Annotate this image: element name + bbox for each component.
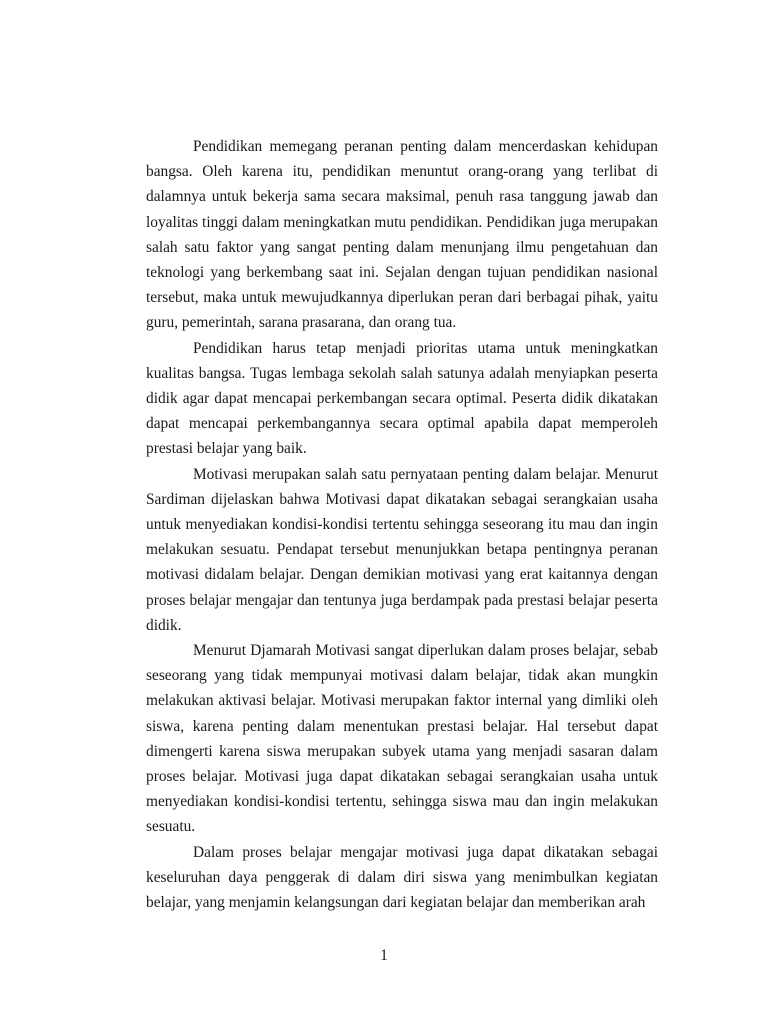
paragraph-1: Pendidikan memegang peranan penting dalam mencerdaskan kehidupan bangsa. Oleh karena itu, pendidikan menuntut orang-orang yang terlibat di dalamnya untuk bekerja sama secara maksimal, penuh rasa tanggung jawab dan loyalitas tinggi dalam meningkatkan mutu pendidikan. Pendidikan juga merupakan salah satu faktor yang sangat penting dalam menunjang ilmu pengetahuan dan teknologi yang berkembang saat ini. Sejalan dengan tujuan pendidikan nasional tersebut, maka untuk mewujudkannya diperlukan peran dari berbagai pihak, yaitu guru, pemerintah, sarana prasarana, dan orang tua. (146, 138, 658, 332)
paragraph-3: Motivasi merupakan salah satu pernyataan penting dalam belajar. Menurut Sardiman dijelaskan bahwa Motivasi dapat dikatakan sebagai serangkaian usaha untuk menyediakan kondisi-kondisi tertentu sehingga seseorang itu mau dan ingin melakukan sesuatu. Pendapat tersebut menunjukkan betapa pentingnya peranan motivasi didalam belajar. Dengan demikian motivasi yang erat kaitannya dengan proses belajar mengajar dan tentunya juga berdampak pada prestasi belajar peserta didik. (146, 465, 658, 634)
body-text (146, 134, 658, 915)
paragraph-5: Dalam proses belajar mengajar motivasi juga dapat dikatakan sebagai keseluruhan daya penggerak di dalam diri siswa yang menimbulkan kegiatan belajar, yang menjamin kelangsungan dari kegiatan belajar dan memberikan arah (146, 843, 658, 912)
page-number: 1 (380, 947, 388, 964)
paragraph-2: Pendidikan harus tetap menjadi prioritas utama untuk meningkatkan kualitas bangsa. Tugas lembaga sekolah salah satunya adalah menyiapkan peserta didik agar dapat mencapai perkembangan secara optimal. Peserta didik dikatakan dapat mencapai perkembangannya secara optimal apabila dapat memperoleh prestasi belajar yang baik. (146, 339, 658, 458)
paragraph-4: Menurut Djamarah Motivasi sangat diperlukan dalam proses belajar, sebab seseorang yang tidak mempunyai motivasi dalam belajar, tidak akan mungkin melakukan aktivasi belajar. Motivasi merupakan faktor internal yang dimliki oleh siswa, karena penting dalam menentukan prestasi belajar. Hal tersebut dapat dimengerti karena siswa merupakan subyek utama yang menjadi sasaran dalam proses belajar. Motivasi juga dapat dikatakan sebagai serangkaian usaha untuk menyediakan kondisi-kondisi tertentu, sehingga siswa mau dan ingin melakukan sesuatu. (146, 642, 658, 836)
